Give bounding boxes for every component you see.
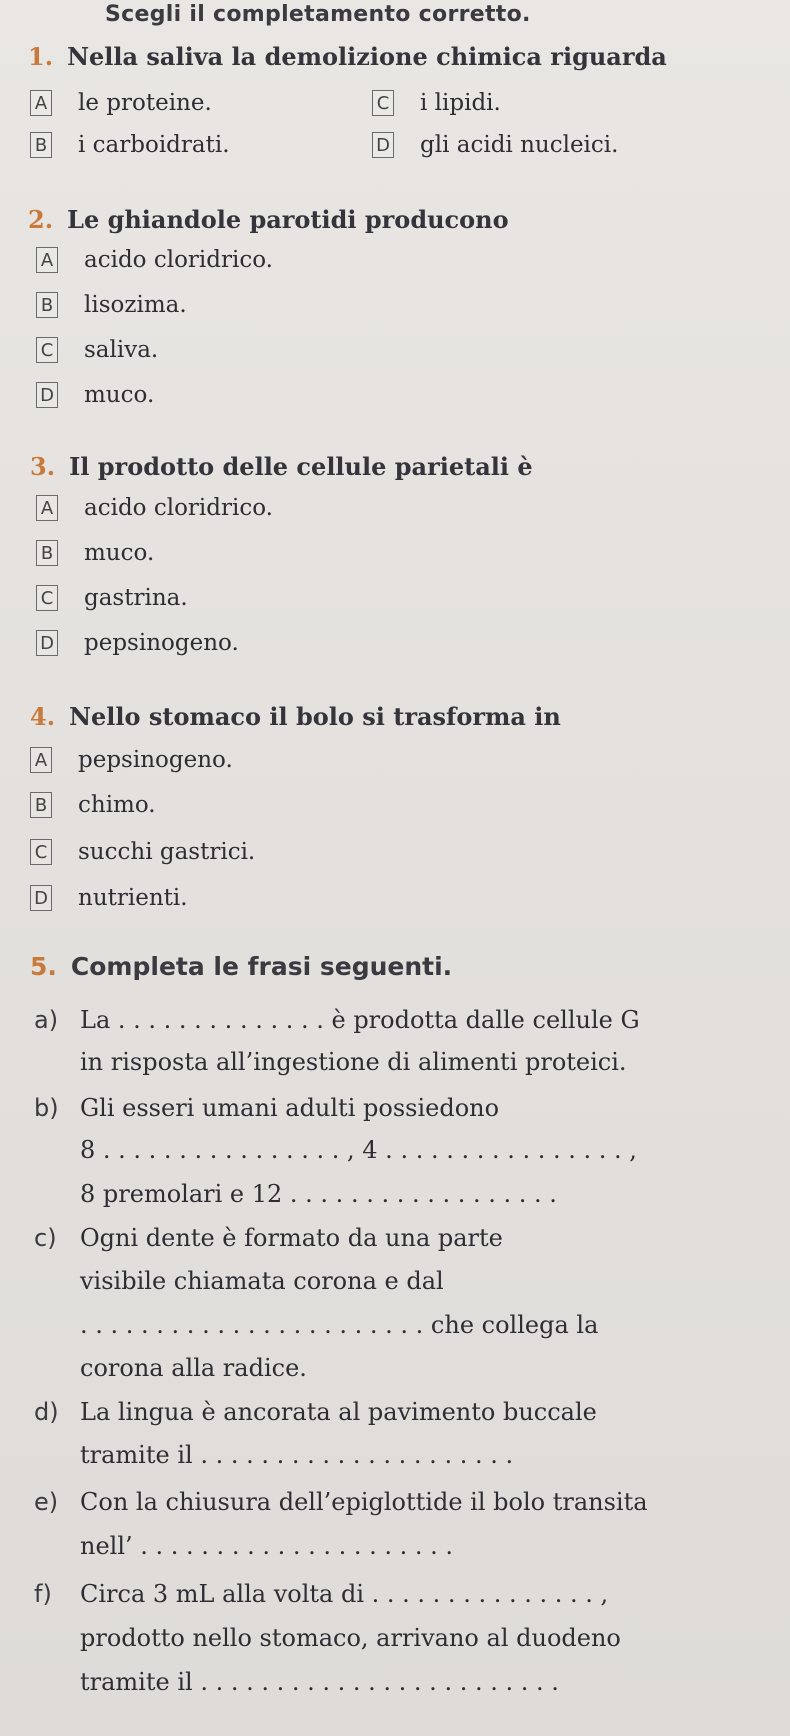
q1-option-c-letter: C — [372, 90, 394, 116]
q4-option-c-letter: C — [30, 839, 52, 865]
q3-option-c-text: gastrina. — [84, 585, 188, 611]
q2-option-a[interactable] — [36, 247, 273, 273]
item-c-label: c) — [34, 1224, 57, 1252]
q2-option-b-letter: B — [36, 292, 58, 318]
question-3-text: Il prodotto delle cellule parietali è — [69, 452, 533, 481]
q1-option-a[interactable] — [30, 90, 212, 116]
q3-option-b-letter: B — [36, 540, 58, 566]
q4-option-a[interactable] — [30, 747, 233, 773]
section-5-title — [30, 952, 452, 981]
item-b-label: b) — [34, 1094, 59, 1122]
question-4-text: Nello stomaco il bolo si trasforma in — [69, 702, 561, 731]
item-e-label: e) — [34, 1488, 59, 1516]
item-b-line-1: Gli esseri umani adulti possiedono — [80, 1094, 500, 1122]
item-a-line-2: in risposta all’ingestione di alimenti proteici. — [80, 1048, 627, 1076]
item-e-line-2: nell’ . . . . . . . . . . . . . . . . . . . . . — [80, 1532, 454, 1560]
item-b-line-3: 8 premolari e 12 . . . . . . . . . . . . . . . . . . — [80, 1180, 557, 1208]
question-1-number: 1. — [28, 42, 54, 71]
item-f-label: f) — [34, 1580, 52, 1608]
item-c-line-1: Ogni dente è formato da una parte — [80, 1224, 503, 1252]
q3-option-b-text: muco. — [84, 540, 155, 566]
q4-option-c[interactable] — [30, 839, 255, 865]
item-c-line-4: corona alla radice. — [80, 1354, 307, 1382]
q4-option-d-letter: D — [30, 885, 52, 911]
item-d-label: d) — [34, 1398, 59, 1426]
item-f-line-1: Circa 3 mL alla volta di . . . . . . . . . . . . . . . , — [80, 1580, 609, 1608]
q1-option-b-letter: B — [30, 132, 52, 158]
q1-option-d-letter: D — [372, 132, 394, 158]
q3-option-b[interactable] — [36, 540, 154, 566]
q3-option-d-text: pepsinogeno. — [84, 630, 239, 656]
item-f-line-3: tramite il . . . . . . . . . . . . . . . . . . . . . . . . — [80, 1668, 559, 1696]
question-1-text: Nella saliva la demolizione chimica riguarda — [67, 42, 667, 71]
item-a-line-1: La . . . . . . . . . . . . . . è prodotta dalle cellule G — [80, 1006, 640, 1034]
q2-option-d-text: muco. — [84, 382, 155, 408]
question-2-number: 2. — [28, 205, 54, 234]
q3-option-c-letter: C — [36, 585, 58, 611]
section-5-text: Completa le frasi seguenti. — [70, 952, 453, 981]
q4-option-b-letter: B — [30, 792, 52, 818]
question-3-number: 3. — [30, 452, 56, 481]
question-1-title — [28, 42, 667, 71]
question-4-title — [30, 702, 561, 731]
item-b-line-2: 8 . . . . . . . . . . . . . . . . , 4 . . . . . . . . . . . . . . . . , — [80, 1136, 637, 1164]
q4-option-a-letter: A — [30, 747, 52, 773]
item-e-line-1: Con la chiusura dell’epiglottide il bolo transita — [80, 1488, 648, 1516]
q1-option-b-text: i carboidrati. — [78, 132, 230, 158]
q2-option-d[interactable] — [36, 382, 154, 408]
q3-option-a-text: acido cloridrico. — [84, 495, 273, 521]
q1-option-b[interactable] — [30, 132, 230, 158]
instruction-heading: Scegli il completamento corretto. — [105, 2, 531, 27]
q2-option-a-text: acido cloridrico. — [84, 247, 273, 273]
q1-option-a-letter: A — [30, 90, 52, 116]
q1-option-c-text: i lipidi. — [420, 90, 501, 116]
q2-option-a-letter: A — [36, 247, 58, 273]
question-4-number: 4. — [30, 702, 56, 731]
q4-option-a-text: pepsinogeno. — [78, 747, 233, 773]
q4-option-d-text: nutrienti. — [78, 885, 188, 911]
section-5-number: 5. — [30, 952, 57, 981]
q3-option-a[interactable] — [36, 495, 273, 521]
item-c-line-3: . . . . . . . . . . . . . . . . . . . . . . . che collega la — [80, 1311, 599, 1339]
question-2-title — [28, 205, 509, 234]
q4-option-b-text: chimo. — [78, 792, 156, 818]
item-c-line-2: visibile chiamata corona e dal — [80, 1267, 444, 1295]
q1-option-a-text: le proteine. — [78, 90, 212, 116]
item-d-line-2: tramite il . . . . . . . . . . . . . . . . . . . . . — [80, 1441, 514, 1469]
q1-option-d[interactable] — [372, 132, 618, 158]
item-a-label: a) — [34, 1006, 59, 1034]
item-d-line-1: La lingua è ancorata al pavimento buccale — [80, 1398, 597, 1426]
question-3-title — [30, 452, 533, 481]
q1-option-d-text: gli acidi nucleici. — [420, 132, 619, 158]
q2-option-b-text: lisozima. — [84, 292, 187, 318]
q1-option-c[interactable] — [372, 90, 501, 116]
q3-option-d-letter: D — [36, 630, 58, 656]
q3-option-d[interactable] — [36, 630, 239, 656]
q2-option-b[interactable] — [36, 292, 187, 318]
q4-option-d[interactable] — [30, 885, 188, 911]
q3-option-c[interactable] — [36, 585, 188, 611]
q2-option-c-text: saliva. — [84, 337, 159, 363]
question-2-text: Le ghiandole parotidi producono — [67, 205, 509, 234]
q3-option-a-letter: A — [36, 495, 58, 521]
item-f-line-2: prodotto nello stomaco, arrivano al duodeno — [80, 1624, 621, 1652]
q2-option-c-letter: C — [36, 337, 58, 363]
q4-option-c-text: succhi gastrici. — [78, 839, 256, 865]
q2-option-c[interactable] — [36, 337, 158, 363]
q2-option-d-letter: D — [36, 382, 58, 408]
q4-option-b[interactable] — [30, 792, 156, 818]
